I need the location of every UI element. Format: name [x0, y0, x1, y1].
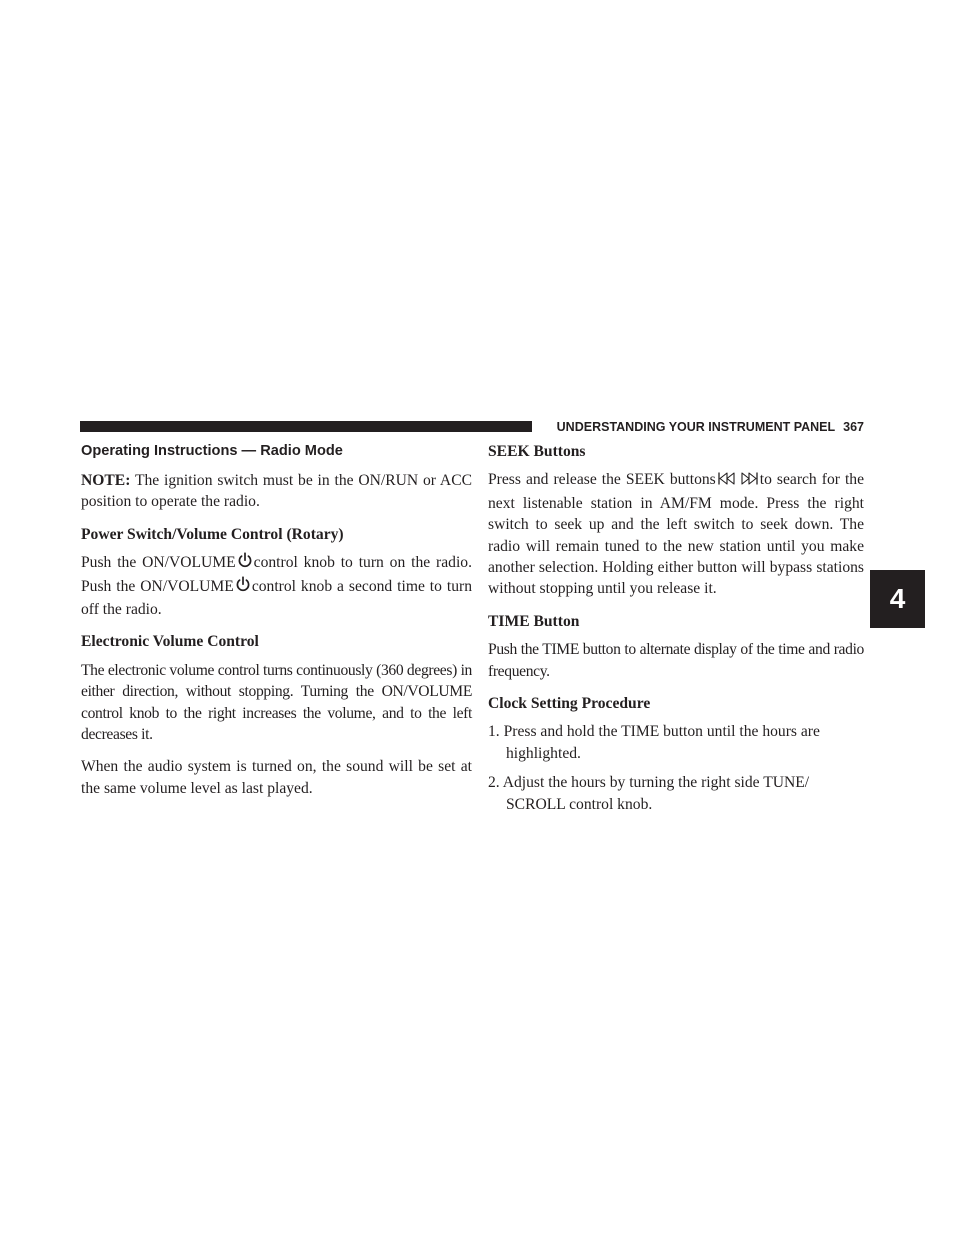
power-text-1: Push the ON/VOLUME [81, 554, 236, 572]
power-switch-paragraph [81, 552, 472, 620]
clock-setting-heading: Clock Setting Procedure [488, 695, 651, 713]
seek-buttons-heading: SEEK Buttons [488, 443, 586, 460]
left-column [81, 441, 472, 810]
note-paragraph [81, 470, 472, 513]
seek-text-2: to search for the next listenable station in AM/FM mode. Press the right switch to seek up and the left switch to seek down. The radio will remain tuned to the new station until you make another selection. Holding either button will bypass stations without stopping until you release it. [488, 471, 864, 598]
power-text-2: control knob to turn on the radio. Push the ON/VOLUME [81, 554, 472, 595]
time-button-paragraph: Push the TIME button to alternate display of the time and radio frequency. [488, 641, 864, 680]
section-title: Operating Instructions — Radio Mode [81, 443, 343, 459]
clock-steps-list [488, 721, 864, 815]
power-icon [235, 576, 251, 599]
electronic-volume-heading: Electronic Volume Control [81, 633, 259, 651]
header-rule [80, 421, 532, 432]
electronic-volume-paragraph: The electronic volume control turns continuously (360 degrees) in either direction, without stopping. Turning the ON/VOLUME control knob to the right increases the volume, and to the left decreases it. [81, 661, 472, 744]
power-text-3: control knob a second time to turn off the radio. [81, 577, 472, 619]
right-column [488, 441, 864, 823]
list-item: 1. Press and hold the TIME button until the hours are highlighted. [488, 723, 820, 762]
volume-memory-paragraph: When the audio system is turned on, the sound will be set at the same volume level as last played. [81, 758, 472, 797]
seek-down-icon [717, 471, 737, 492]
page-number: 367 [843, 420, 864, 434]
list-item: 2. Adjust the hours by turning the right side TUNE/ SCROLL control knob. [488, 774, 810, 813]
chapter-tab: 4 [870, 570, 925, 628]
seek-up-icon [739, 471, 759, 492]
note-text: The ignition switch must be in the ON/RUN or ACC position to operate the radio. [81, 472, 472, 511]
seek-paragraph [488, 469, 864, 599]
time-button-heading: TIME Button [488, 612, 580, 630]
power-switch-heading: Power Switch/Volume Control (Rotary) [81, 525, 344, 543]
note-label: NOTE: [81, 472, 131, 489]
running-header [543, 419, 864, 435]
seek-text-1: Press and release the SEEK buttons [488, 471, 716, 489]
running-header-section: UNDERSTANDING YOUR INSTRUMENT PANEL [556, 420, 836, 434]
power-icon [237, 552, 253, 575]
